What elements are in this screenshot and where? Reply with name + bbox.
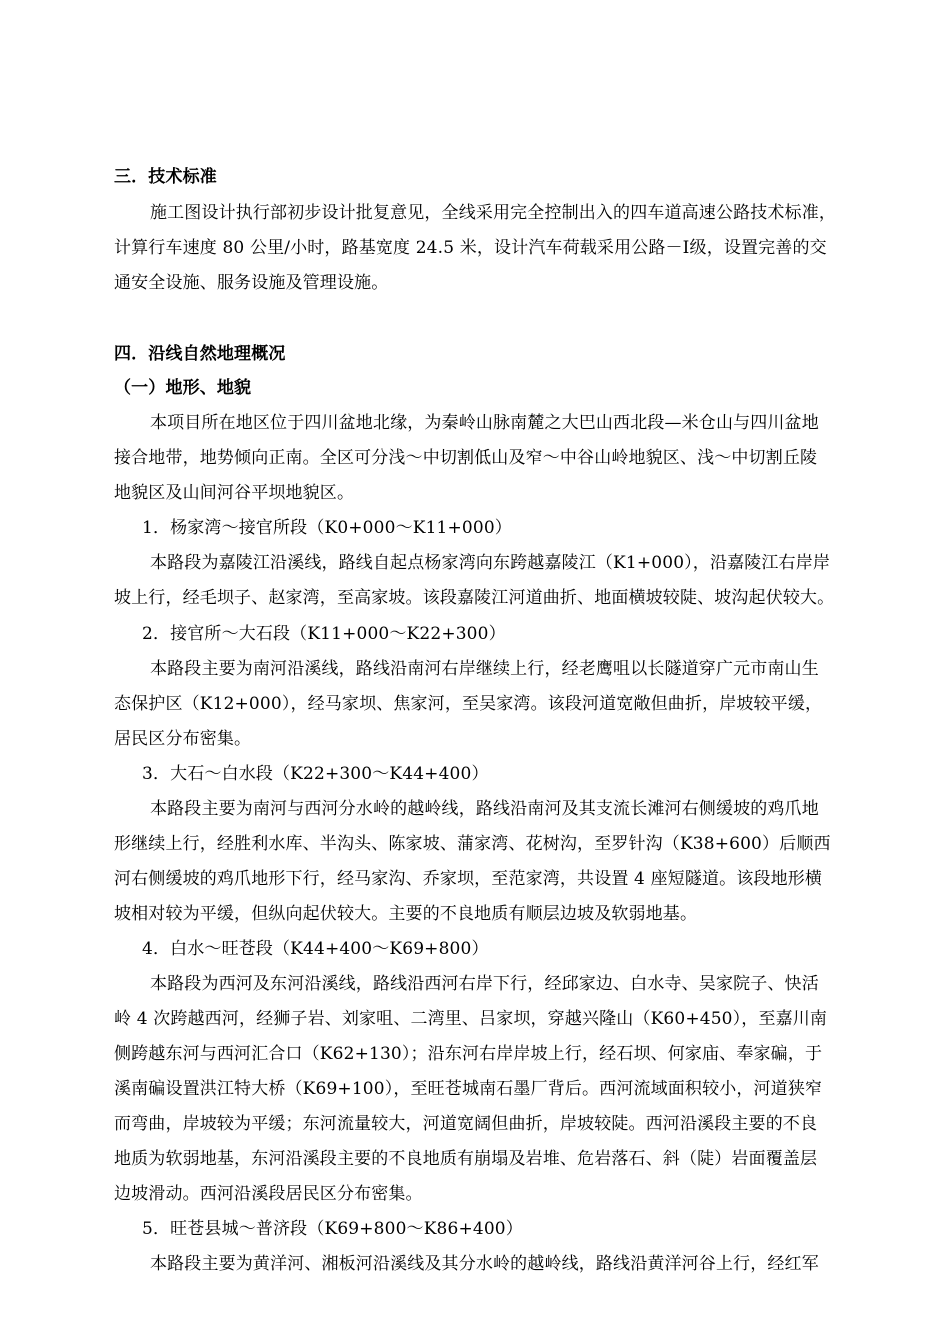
paragraph-line: 计算行车速度 80 公里/小时，路基宽度 24.5 米，设计汽车荷载采用公路－Ⅰ级，设置完善的交 xyxy=(114,238,827,258)
segment-2-title: 2．接官所～大石段（K11+000～K22+300） xyxy=(142,624,506,644)
paragraph-line: 侧跨越东河与西河汇合口（K62+130）；沿东河右岸岸坡上行，经石坝、何家庙、奉家碥，于 xyxy=(114,1044,823,1064)
paragraph-line: 地质为软弱地基，东河沿溪段主要的不良地质有崩塌及岩堆、危岩落石、斜（陡）岩面覆盖层 xyxy=(114,1149,818,1169)
paragraph-line: 本路段主要为南河沿溪线，路线沿南河右岸继续上行，经老鹰咀以长隧道穿广元市南山生 xyxy=(150,659,819,679)
paragraph-line: 居民区分布密集。 xyxy=(114,729,252,749)
subsection-heading: （一）地形、地貌 xyxy=(114,378,252,398)
paragraph-line: 岭 4 次跨越西河，经狮子岩、刘家咀、二湾里、吕家坝，穿越兴隆山（K60+450），至嘉川南 xyxy=(114,1009,828,1029)
paragraph-line: 地貌区及山间河谷平坝地貌区。 xyxy=(114,483,355,503)
segment-5-title: 5．旺苍县城～普济段（K69+800～K86+400） xyxy=(142,1219,523,1239)
segment-4-title: 4．白水～旺苍段（K44+400～K69+800） xyxy=(142,939,489,959)
paragraph-line: 本路段为西河及东河沿溪线，路线沿西河右岸下行，经邱家边、白水寺、吴家院子、快活 xyxy=(150,974,819,994)
section-3-heading: 三．技术标准 xyxy=(114,167,217,187)
paragraph-line: 边坡滑动。西河沿溪段居民区分布密集。 xyxy=(114,1184,423,1204)
segment-3-title: 3．大石～白水段（K22+300～K44+400） xyxy=(142,764,489,784)
paragraph-line: 本路段主要为黄洋河、湘板河沿溪线及其分水岭的越岭线，路线沿黄洋河谷上行，经红军 xyxy=(150,1254,819,1274)
paragraph-line: 本项目所在地区位于四川盆地北缘，为秦岭山脉南麓之大巴山西北段—米仓山与四川盆地 xyxy=(150,413,819,433)
paragraph-line: 通安全设施、服务设施及管理设施。 xyxy=(114,273,389,293)
paragraph-line: 态保护区（K12+000），经马家坝、焦家河，至吴家湾。该段河道宽敞但曲折，岸坡较平缓， xyxy=(114,694,823,714)
paragraph-line: 形继续上行，经胜利水库、半沟头、陈家坡、蒲家湾、花树沟，至罗针沟（K38+600）后顺西 xyxy=(114,834,831,854)
paragraph-line: 溪南碥设置洪江特大桥（K69+100），至旺苍城南石墨厂背后。西河流域面积较小，河道狭窄 xyxy=(114,1079,823,1099)
paragraph-line: 接合地带，地势倾向正南。全区可分浅～中切割低山及窄～中谷山岭地貌区、浅～中切割丘陵 xyxy=(114,448,818,468)
paragraph-line: 本路段主要为南河与西河分水岭的越岭线，路线沿南河及其支流长滩河右侧缓坡的鸡爪地 xyxy=(150,799,819,819)
segment-1-title: 1．杨家湾～接官所段（K0+000～K11+000） xyxy=(142,518,512,538)
section-4-heading: 四．沿线自然地理概况 xyxy=(114,344,286,364)
paragraph-line: 而弯曲，岸坡较为平缓；东河流量较大，河道宽阔但曲折，岸坡较陡。西河沿溪段主要的不良 xyxy=(114,1114,818,1134)
paragraph-line: 施工图设计执行部初步设计批复意见，全线采用完全控制出入的四车道高速公路技术标准， xyxy=(150,203,836,223)
paragraph-line: 坡相对较为平缓，但纵向起伏较大。主要的不良地质有顺层边坡及软弱地基。 xyxy=(114,904,698,924)
paragraph-line: 本路段为嘉陵江沿溪线，路线自起点杨家湾向东跨越嘉陵江（K1+000），沿嘉陵江右岸岸 xyxy=(150,553,831,573)
paragraph-line: 坡上行，经毛坝子、赵家湾，至高家坡。该段嘉陵江河道曲折、地面横坡较陡、坡沟起伏较大。 xyxy=(114,588,835,608)
paragraph-line: 河右侧缓坡的鸡爪地形下行，经马家沟、乔家坝，至范家湾，共设置 4 座短隧道。该段地形横 xyxy=(114,869,823,889)
